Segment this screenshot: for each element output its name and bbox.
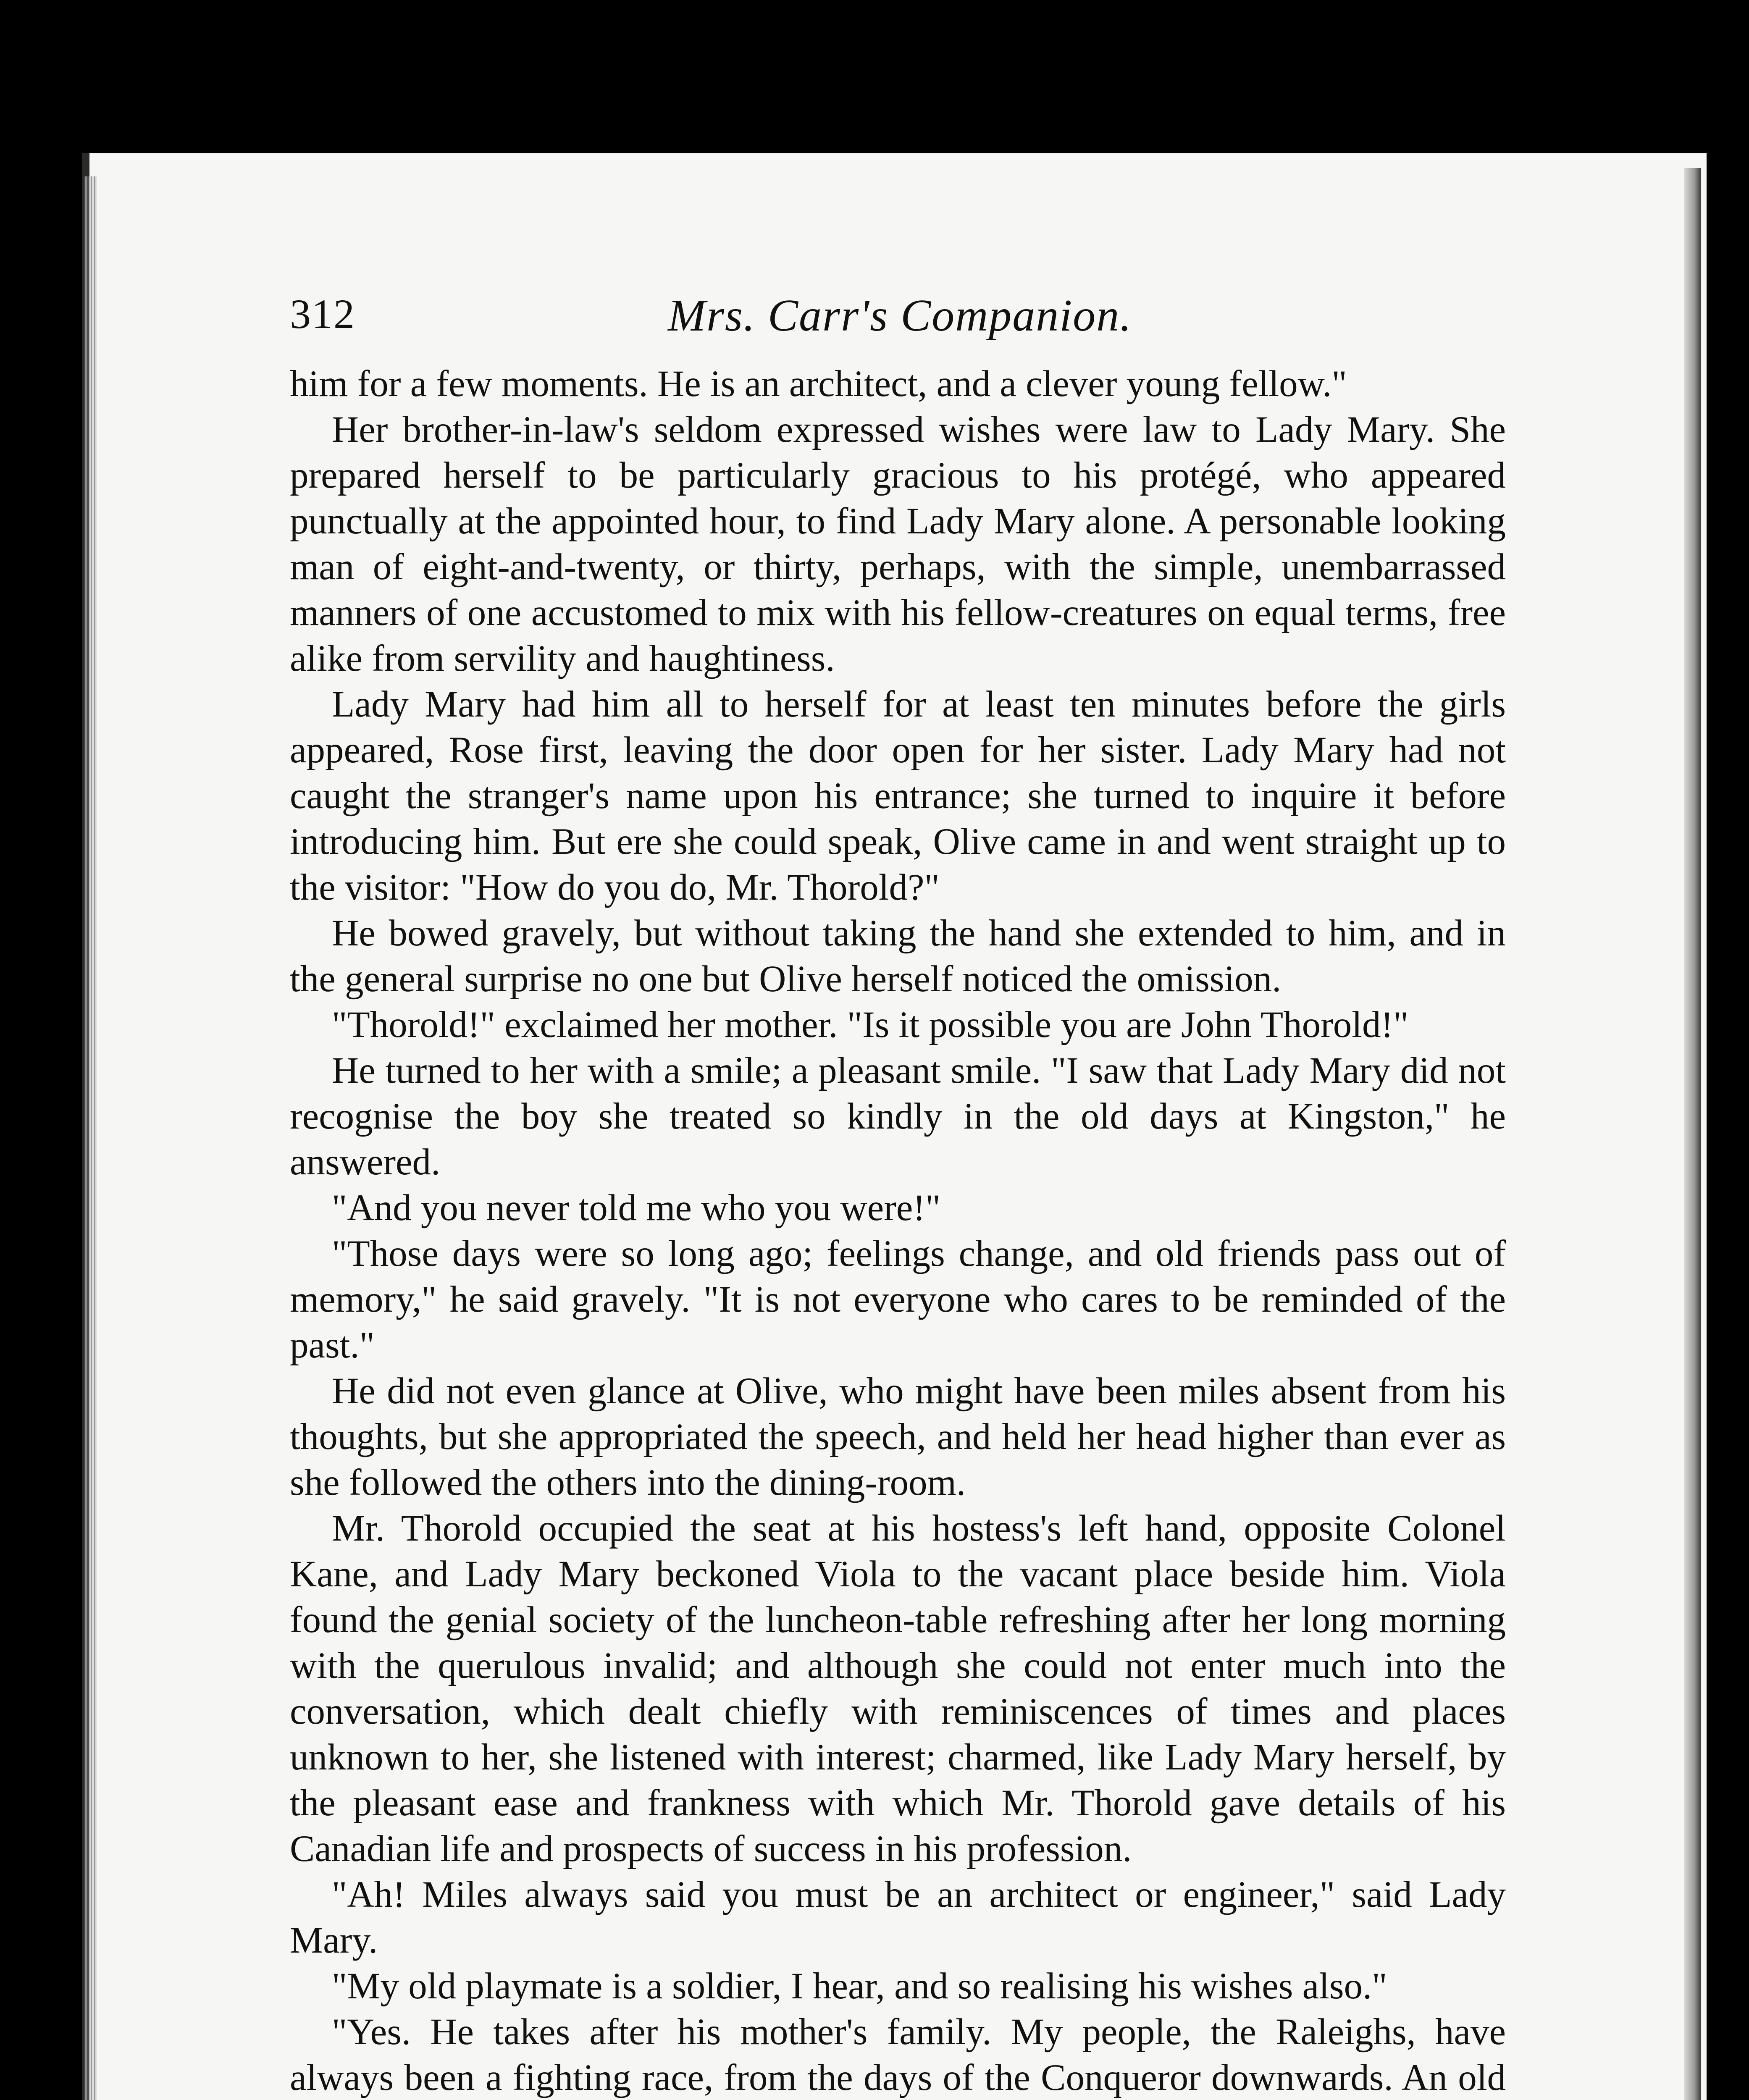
page-binding-edge — [84, 176, 97, 2100]
page-right-edge — [1684, 168, 1701, 2100]
body-text — [290, 361, 1506, 2100]
paragraph: "Ah! Miles always said you must be an architect or engineer," said Lady Mary. — [290, 1874, 1506, 1961]
paragraph: him for a few moments. He is an architect, and a clever young fellow." — [290, 363, 1347, 404]
paragraph: He bowed gravely, but without taking the hand she extended to him, and in the general surprise no one but Olive herself noticed the omission. — [290, 913, 1506, 1000]
paragraph: "Yes. He takes after his mother's family. My people, the Raleighs, have always been a fighting race, from the days of the Conqueror downwards. An old — [290, 2011, 1506, 2098]
paragraph: He turned to her with a smile; a pleasant smile. "I saw that Lady Mary did not recognise the boy she treated so kindly in the old days at Kingston," he answered. — [290, 1050, 1506, 1183]
paragraph: "Those days were so long ago; feelings change, and old friends pass out of memory," he said gravely. "It is not everyone who cares to be reminded of the past." — [290, 1233, 1506, 1366]
page-number: 312 — [290, 291, 355, 337]
paragraph: He did not even glance at Olive, who might have been miles absent from his thoughts, but she appropriated the speech, and held her head higher than ever as she followed the others into the dining-room. — [290, 1370, 1506, 1503]
paragraph: "My old playmate is a soldier, I hear, and so realising his wishes also." — [332, 1966, 1387, 2007]
paragraph: Her brother-in-law's seldom expressed wishes were law to Lady Mary. She prepared herself to be particularly gracious to his protégé, who appeared punctually at the appointed hour, to find Lady Mary alone. A personable looking man of eight-and-twenty, or thirty, perhaps, with the simple, unembarrassed manners of one accustomed to mix with his fellow-creatures on equal terms, free alike from servility and haughtiness. — [290, 409, 1506, 679]
paragraph: Mr. Thorold occupied the seat at his hostess's left hand, opposite Colonel Kane, and Lady Mary beckoned Viola to the vacant place beside him. Viola found the genial society of the luncheon-table refreshing after her long morning with the querulous invalid; and although she could not enter much into the conversation, which dealt chiefly with reminiscences of times and places unknown to her, she listened with interest; charmed, like Lady Mary herself, by the pleasant ease and frankness with which Mr. Thorold gave details of his Canadian life and prospects of success in his profession. — [290, 1508, 1506, 1869]
page-header — [290, 290, 1508, 344]
paragraph: "And you never told me who you were!" — [332, 1187, 941, 1228]
running-title: Mrs. Carr's Companion. — [668, 291, 1132, 341]
paragraph: Lady Mary had him all to herself for at least ten minutes before the girls appeared, Rose first, leaving the door open for her sister. Lady Mary had not caught the stranger's name upon his entrance; she turned to inquire it before introducing him. But ere she could speak, Olive came in and went straight up to the visitor: "How do you do, Mr. Thorold?" — [290, 684, 1506, 908]
paragraph: "Thorold!" exclaimed her mother. "Is it possible you are John Thorold!" — [332, 1004, 1409, 1045]
